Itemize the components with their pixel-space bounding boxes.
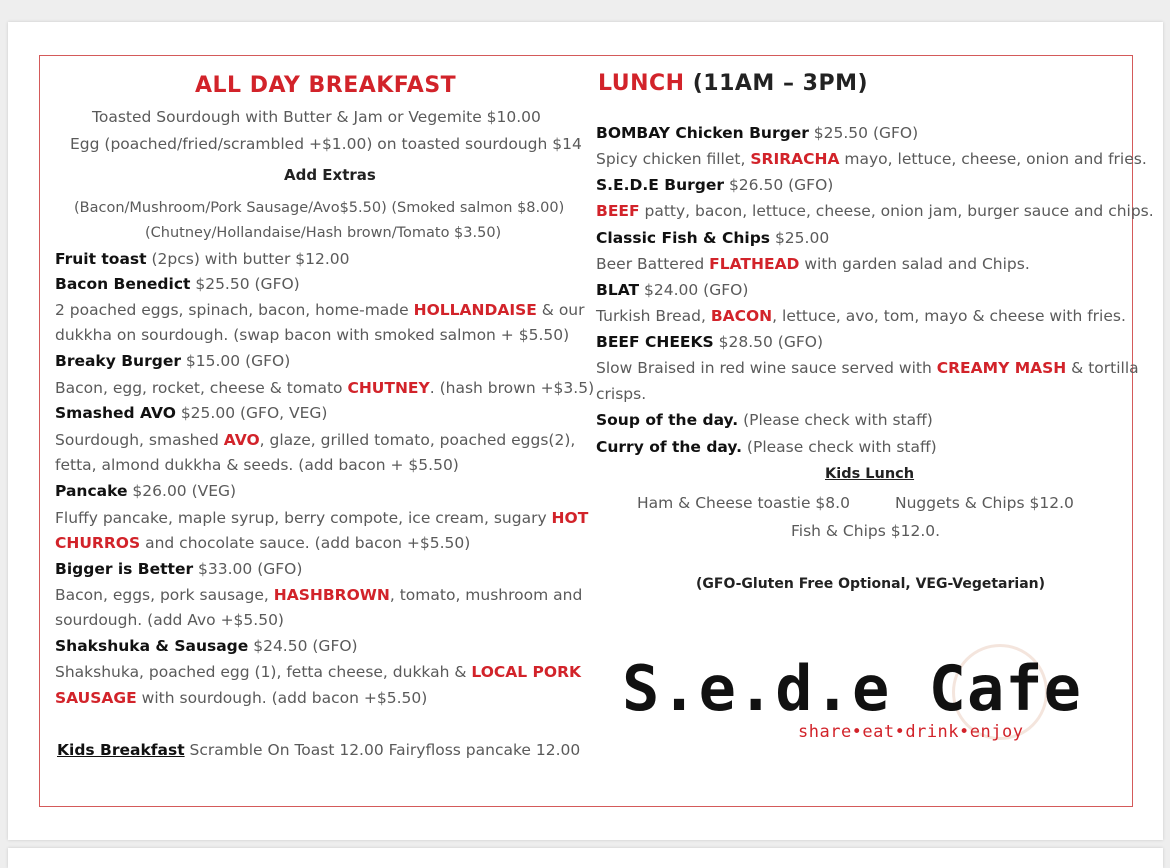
item-price: $26.00 (VEG) <box>127 482 237 500</box>
item-name: Breaky Burger <box>55 352 181 370</box>
desc-text: , glaze, grilled tomato, poached eggs(2), <box>259 431 576 449</box>
highlight-text: HOT <box>551 509 589 527</box>
item-name: BEEF CHEEKS <box>596 333 714 351</box>
item-name: Soup of the day. <box>596 411 739 429</box>
curry-item <box>596 437 937 457</box>
extras-line-2: (Chutney/Hollandaise/Hash brown/Tomato $3.50) <box>145 225 502 241</box>
benedict-desc-2: dukkha on sourdough. (swap bacon with smoked salmon + $5.50) <box>55 326 570 344</box>
logo-tagline: share•eat•drink•enjoy <box>798 722 1024 742</box>
highlight-text: BEEF <box>596 202 640 220</box>
item-name: Fruit toast <box>55 250 147 268</box>
kids-lunch-item-3: Fish & Chips $12.0. <box>791 522 941 540</box>
kids-lunch-item-1: Ham & Cheese toastie $8.0 <box>637 494 850 512</box>
dietary-legend: (GFO-Gluten Free Optional, VEG-Vegetarian) <box>696 576 1046 592</box>
item-price: $25.00 <box>770 229 830 247</box>
item-price: $24.00 (GFO) <box>639 281 749 299</box>
desc-text: Turkish Bread, <box>596 307 711 325</box>
blat-item <box>596 280 748 300</box>
breaky-burger-item <box>55 351 290 371</box>
avo-desc-1 <box>55 430 575 450</box>
egg-line: Egg (poached/fried/scrambled +$1.00) on toasted sourdough $14 <box>70 135 582 153</box>
kids-lunch-heading: Kids Lunch <box>825 466 915 482</box>
extras-heading: Add Extras <box>284 166 376 184</box>
item-name: BOMBAY Chicken Burger <box>596 124 809 142</box>
bombay-burger-item <box>596 123 918 143</box>
desc-text: Shakshuka, poached egg (1), fetta cheese, dukkah & <box>55 663 472 681</box>
desc-text: with garden salad and Chips. <box>799 255 1030 273</box>
sede-burger-item <box>596 175 833 195</box>
desc-text: Bacon, egg, rocket, cheese & tomato <box>55 379 348 397</box>
next-page-edge <box>8 848 1163 868</box>
desc-text: . (hash brown +$3.5) <box>429 379 595 397</box>
desc-text: Slow Braised in red wine sauce served with <box>596 359 937 377</box>
item-price: $24.50 (GFO) <box>248 637 358 655</box>
benedict-desc-1 <box>55 300 585 320</box>
bigger-is-better-item <box>55 559 302 579</box>
highlight-text: SRIRACHA <box>750 150 840 168</box>
beef-cheeks-item <box>596 332 823 352</box>
item-price: $25.50 (GFO) <box>808 124 919 142</box>
item-detail: (2pcs) with butter $12.00 <box>146 250 350 268</box>
extras-line-1: (Bacon/Mushroom/Pork Sausage/Avo$5.50) (Smoked salmon $8.00) <box>74 200 565 216</box>
bombay-desc <box>596 149 1147 169</box>
desc-text: Spicy chicken fillet, <box>596 150 751 168</box>
blat-desc <box>596 306 1126 326</box>
cheeks-desc-1 <box>596 358 1139 378</box>
shakshuka-desc-2 <box>55 688 427 708</box>
desc-text: mayo, lettuce, cheese, onion and fries. <box>839 150 1147 168</box>
bacon-benedict-item <box>55 274 300 294</box>
desc-text: & our <box>536 301 585 319</box>
highlight-text: AVO <box>223 431 260 449</box>
lunch-hours: (11AM – 3PM) <box>684 71 869 96</box>
kids-breakfast-heading: Kids Breakfast <box>57 741 185 759</box>
shakshuka-desc-1 <box>55 662 581 682</box>
highlight-text: CHURROS <box>55 534 141 552</box>
item-name: Bigger is Better <box>55 560 194 578</box>
cheeks-desc-2: crisps. <box>596 385 647 403</box>
item-name: Curry of the day. <box>596 438 742 456</box>
desc-text: , tomato, mushroom and <box>389 586 583 604</box>
item-note: (Please check with staff) <box>738 411 933 429</box>
item-price: $15.00 (GFO) <box>180 352 291 370</box>
item-price: $26.50 (GFO) <box>724 176 834 194</box>
sede-desc <box>596 201 1154 221</box>
soup-item <box>596 410 933 430</box>
highlight-text: LOCAL PORK <box>471 663 582 681</box>
item-price: $25.50 (GFO) <box>190 275 300 293</box>
fruit-toast-item <box>55 249 350 269</box>
desc-text: with sourdough. (add bacon +$5.50) <box>136 689 428 707</box>
sourdough-line: Toasted Sourdough with Butter & Jam or Vegemite $10.00 <box>92 108 541 126</box>
breakfast-title: ALL DAY BREAKFAST <box>195 73 457 98</box>
desc-text: & tortilla <box>1066 359 1139 377</box>
highlight-text: HOLLANDAISE <box>413 301 537 319</box>
item-name: Shakshuka & Sausage <box>55 637 249 655</box>
highlight-text: HASHBROWN <box>273 586 390 604</box>
sede-cafe-logo <box>622 652 1112 772</box>
avo-desc-2: fetta, almond dukkha & seeds. (add bacon + $5.50) <box>55 456 459 474</box>
desc-text: patty, bacon, lettuce, cheese, onion jam, burger sauce and chips. <box>639 202 1154 220</box>
bigger-desc-1 <box>55 585 582 605</box>
highlight-text: BACON <box>710 307 773 325</box>
shakshuka-item <box>55 636 358 656</box>
fish-chips-item <box>596 228 829 248</box>
item-price: $33.00 (GFO) <box>193 560 303 578</box>
lunch-title <box>598 71 868 96</box>
lunch-title-text: LUNCH <box>598 71 685 96</box>
desc-text: Sourdough, smashed <box>55 431 224 449</box>
highlight-text: FLATHEAD <box>709 255 800 273</box>
kids-breakfast-items: Scramble On Toast 12.00 Fairyfloss pancake 12.00 <box>184 741 581 759</box>
pancake-item <box>55 481 236 501</box>
fish-desc <box>596 254 1030 274</box>
desc-text: Fluffy pancake, maple syrup, berry compote, ice cream, sugary <box>55 509 552 527</box>
item-note: (Please check with staff) <box>742 438 937 456</box>
desc-text: Beer Battered <box>596 255 710 273</box>
item-price: $28.50 (GFO) <box>713 333 823 351</box>
highlight-text: CREAMY MASH <box>936 359 1067 377</box>
desc-text: 2 poached eggs, spinach, bacon, home-made <box>55 301 414 319</box>
desc-text: and chocolate sauce. (add bacon +$5.50) <box>140 534 471 552</box>
item-name: Bacon Benedict <box>55 275 191 293</box>
kids-breakfast-line <box>57 740 580 760</box>
desc-text: , lettuce, avo, tom, mayo & cheese with fries. <box>772 307 1126 325</box>
item-name: Pancake <box>55 482 128 500</box>
item-name: Classic Fish & Chips <box>596 229 771 247</box>
burger-desc-1 <box>55 378 594 398</box>
bigger-desc-2: sourdough. (add Avo +$5.50) <box>55 611 284 629</box>
pancake-desc-2 <box>55 533 470 553</box>
desc-text: Bacon, eggs, pork sausage, <box>55 586 274 604</box>
highlight-text: CHUTNEY <box>347 379 430 397</box>
logo-name: S.e.d.e Cafe <box>622 652 1082 725</box>
pancake-desc-1 <box>55 508 588 528</box>
item-name: S.E.D.E Burger <box>596 176 725 194</box>
item-name: BLAT <box>596 281 640 299</box>
smashed-avo-item <box>55 403 327 423</box>
item-price: $25.00 (GFO, VEG) <box>175 404 328 422</box>
kids-lunch-item-2: Nuggets & Chips $12.0 <box>895 494 1074 512</box>
item-name: Smashed AVO <box>55 404 176 422</box>
highlight-text: SAUSAGE <box>55 689 137 707</box>
